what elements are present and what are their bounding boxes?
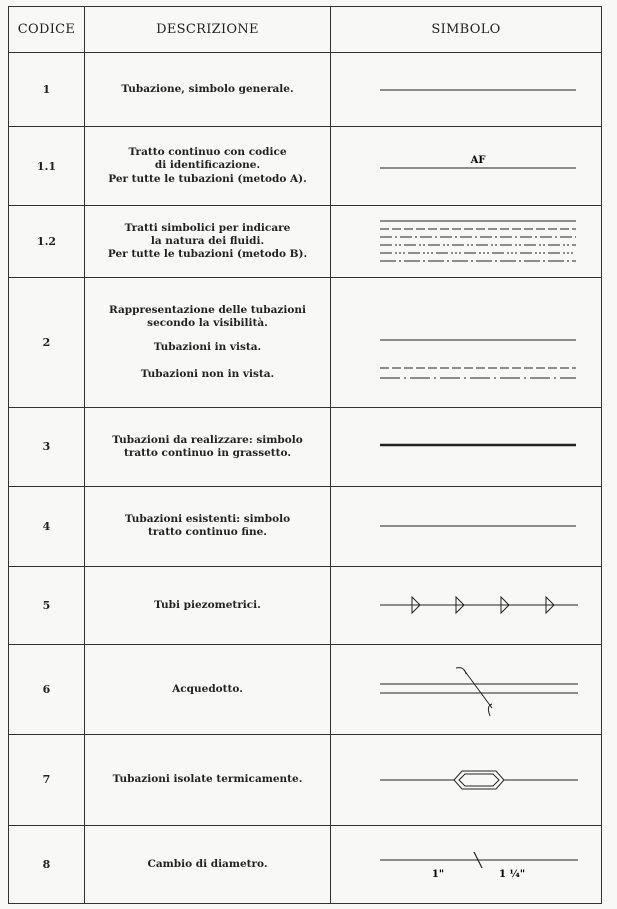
- thin-line-symbol: [346, 80, 586, 100]
- symbol-legend-table: [8, 6, 602, 904]
- description-line: tratto continuo in grassetto.: [124, 446, 291, 459]
- hexagon-line-symbol: [346, 765, 586, 795]
- table-row: [9, 735, 602, 825]
- diameter-label-start: 1": [431, 869, 445, 881]
- description-line: Tubazioni da realizzare: simbolo: [112, 433, 303, 446]
- symbol-general-pipe: [331, 53, 602, 127]
- row-description: [85, 408, 331, 486]
- symbol-insulated: [331, 735, 602, 825]
- diameter-change-symbol: [346, 844, 586, 884]
- description-line: Tubazioni non in vista.: [140, 367, 275, 380]
- row-description: [85, 566, 331, 644]
- row-description: [85, 645, 331, 735]
- description-line: Tubi piezometrici.: [154, 598, 261, 611]
- row-description: [85, 205, 331, 277]
- table-row: [9, 53, 602, 127]
- thick-line-symbol: [346, 437, 586, 457]
- row-code: 2: [9, 277, 85, 407]
- description-line: Tratto continuo con codice: [128, 146, 287, 159]
- row-description: [85, 277, 331, 407]
- row-code: 8: [9, 825, 85, 903]
- table-row: [9, 408, 602, 486]
- symbol-code-label: AF: [470, 155, 486, 166]
- row-description: [85, 127, 331, 205]
- description-line: secondo la visibilità.: [147, 317, 268, 330]
- description-line: Tubazioni esistenti: simbolo: [124, 513, 291, 526]
- description-line: di identificazione.: [154, 159, 261, 172]
- table-row: [9, 277, 602, 407]
- header-code: CODICE: [9, 7, 85, 53]
- description-line: Rappresentazione delle tubazioni: [108, 304, 306, 317]
- table-row: [9, 127, 602, 205]
- diameter-label-end: 1 ¼": [498, 869, 526, 881]
- row-description: [85, 53, 331, 127]
- symbol-aqueduct: [331, 645, 602, 735]
- row-code: 1: [9, 53, 85, 127]
- description-line: Tratti simbolici per indicare: [124, 221, 291, 234]
- symbol-visibility: [331, 277, 602, 407]
- row-code: 3: [9, 408, 85, 486]
- description-line: tratto continuo fine.: [148, 526, 267, 539]
- row-description: [85, 825, 331, 903]
- symbol-fluid-patterns: [331, 205, 602, 277]
- header-symbol: SIMBOLO: [331, 7, 602, 53]
- row-code: 6: [9, 645, 85, 735]
- row-code: 7: [9, 735, 85, 825]
- thin-line-symbol: [346, 516, 586, 536]
- description-line: Tubazioni isolate termicamente.: [112, 773, 303, 786]
- line-with-code-symbol: [346, 151, 586, 181]
- description-line: la natura dei fluidi.: [150, 234, 265, 247]
- symbol-thin-line: [331, 486, 602, 566]
- table-row: [9, 205, 602, 277]
- symbol-thick-line: [331, 408, 602, 486]
- row-description: [85, 735, 331, 825]
- row-code: 4: [9, 486, 85, 566]
- description-line: Per tutte le tubazioni (metodo A).: [108, 172, 307, 185]
- aqueduct-symbol: [346, 660, 586, 720]
- header-description: DESCRIZIONE: [85, 7, 331, 53]
- dash-patterns-symbol: [346, 213, 586, 269]
- table-row: [9, 566, 602, 644]
- visibility-lines-symbol: [346, 288, 586, 398]
- row-code: 1.2: [9, 205, 85, 277]
- table-row: [9, 645, 602, 735]
- symbol-diameter-change: [331, 825, 602, 903]
- header-row: [9, 7, 602, 53]
- description-line: Per tutte le tubazioni (metodo B).: [107, 247, 308, 260]
- description-line: Tubazione, simbolo generale.: [121, 83, 294, 96]
- description-line: Acquedotto.: [172, 683, 243, 696]
- triangle-line-symbol: [346, 593, 586, 617]
- row-description: [85, 486, 331, 566]
- row-code: 5: [9, 566, 85, 644]
- description-line: Tubazioni in vista.: [153, 340, 262, 353]
- table-row: [9, 486, 602, 566]
- symbol-coded-line: [331, 127, 602, 205]
- symbol-piezometric: [331, 566, 602, 644]
- table-row: [9, 825, 602, 903]
- row-code: 1.1: [9, 127, 85, 205]
- description-line: Cambio di diametro.: [147, 857, 268, 870]
